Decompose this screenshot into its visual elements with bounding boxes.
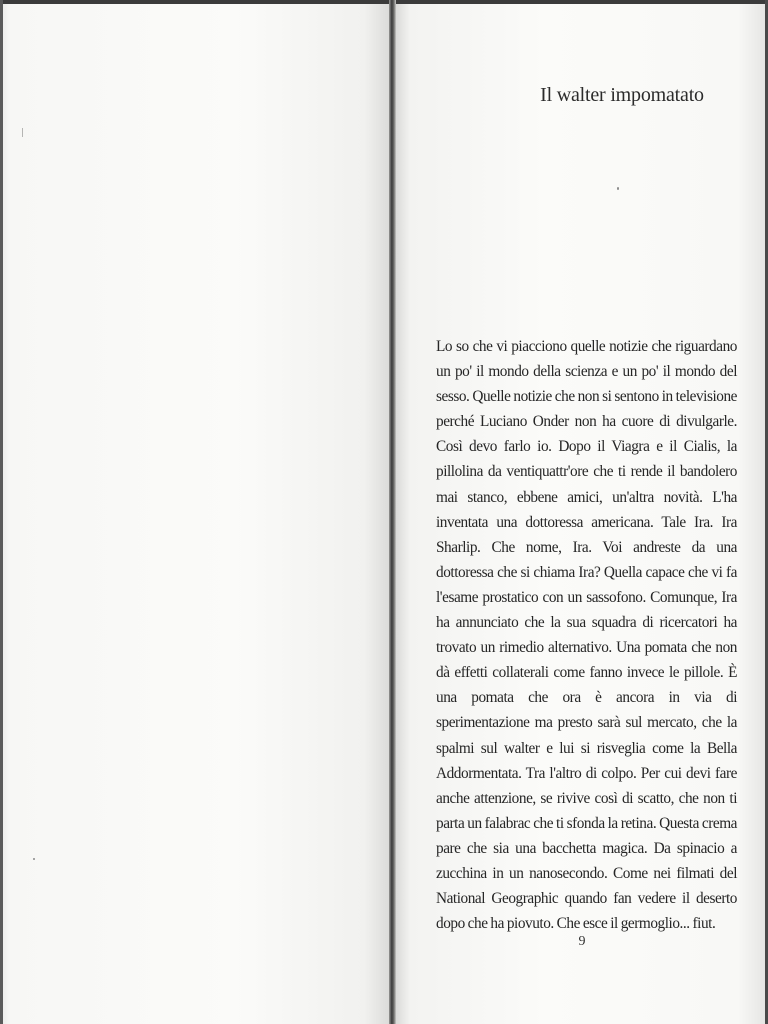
scan-speck (22, 128, 23, 137)
page-number: 9 (578, 934, 586, 949)
right-page (396, 0, 768, 1024)
book-gutter (389, 0, 396, 1024)
right-page-top-edge (396, 0, 768, 4)
left-page-outer-edge (0, 0, 3, 1024)
chapter-title: Il walter impomatato (540, 84, 704, 106)
scan-speck (617, 187, 619, 190)
scan-speck (33, 858, 35, 860)
left-page-top-edge (0, 0, 392, 4)
body-text: Lo so che vi piacciono quelle notizie che riguardano un po' il mondo della scienza e un po' il mondo del sesso. Quelle notizie che non si sentono in televisione perché Luciano Onder non ha cuore di divulgarle. Così devo farlo io. Dopo il Viagra e il Cialis, la pillolina da ventiquattr'ore che ti rende il bandolero mai stanco, ebbene amici, un'altra novità. L'ha inventata una dottoressa americana. Tale Ira. Ira Sharlip. Che nome, Ira. Voi andreste da una dottoressa che si chiama Ira? Quella capace che vi fa l'esame prostatico con un sassofono. Comunque, Ira ha annunciato che la sua squadra di ricercatori ha trovato un rimedio alternativo. Una pomata che non dà effetti collaterali come fanno invece le pillole. È una pomata che ora è ancora in via di sperimentazione ma presto sarà sul mercato, che la spalmi sul walter e lui si risveglia come la Bella Addormentata. Tra l'altro di colpo. Per cui devi fare anche attenzione, se rivive così di scatto, che non ti parta un falabrac che ti sfonda la retina. Questa crema pare che sia una bacchetta magica. Da spinacio a zucchina in un nanosecondo. Come nei filmati del National Geographic quando fan vedere il deserto dopo che ha piovuto. Che esce il germoglio... fiut. (436, 338, 737, 933)
